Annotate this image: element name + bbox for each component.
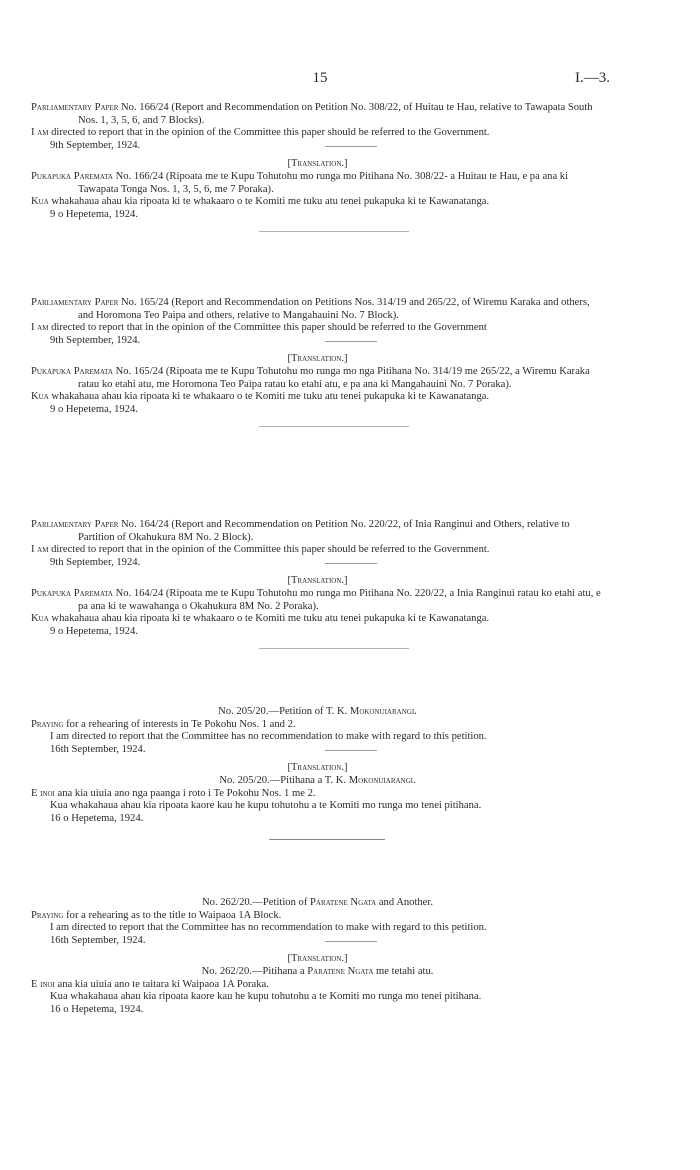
- translation-report: Kua whakahaua ahau kia ripoata ki te whakaaro o te Komiti me tuku atu tenei pukapuka ki te Kawanatanga.: [31, 613, 490, 625]
- translation-label: [Translation.]: [287, 953, 348, 965]
- parliamentary-paper-165: [31, 297, 604, 427]
- divider: [325, 341, 377, 342]
- divider: [325, 750, 377, 751]
- report-date: 9th September, 1924.: [50, 556, 141, 568]
- page-number: 15: [312, 70, 328, 86]
- translation-label: [Translation.]: [287, 575, 348, 587]
- translation-title: Pukapuka Paremata No. 164/24 (Ripoata me te Kupu Tohutohu mo runga mo Pitihana No. 220/22, a Inia Ranginui ratau ko etahi atu, e pa ana ki te wawahanga o Okahukura 8M No. 2 Poraka).: [31, 587, 601, 612]
- translation-title: Pukapuka Paremata No. 165/24 (Ripoata me te Kupu Tohutohu mo runga mo nga Pitihana No. 314/19 me 265/22, a Wiremu Karaka ratau ko etahi atu, me Horomona Teo Paipa ratau ko etahi atu, e pa ana ki Mangahauini No. 7 Poraka).: [31, 365, 590, 390]
- divider: [325, 563, 377, 564]
- page-header: [0, 72, 700, 92]
- paper-report: I am directed to report that in the opinion of the Committee this paper should be referred to the Government: [31, 322, 487, 334]
- petition-date: 16th September, 1924.: [50, 934, 146, 946]
- paper-report: I am directed to report that in the opinion of the Committee this paper should be referred to the Government.: [31, 544, 490, 556]
- translation-report: Kua whakahaua ahau kia ripoata kaore kau he kupu tohutohu a te Komiti mo runga mo tenei pitihana.: [50, 800, 482, 812]
- translation-label: [Translation.]: [287, 353, 348, 365]
- divider: [325, 146, 377, 147]
- translation-date: 9 o Hepetema, 1924.: [50, 208, 138, 220]
- translation-date: 16 o Hepetema, 1924.: [50, 812, 144, 824]
- translation-heading: No. 262/20.—Pitihana a Paratene Ngata me tetahi atu.: [201, 965, 434, 977]
- petition-date: 16th September, 1924.: [50, 743, 146, 755]
- translation-report: Kua whakahaua ahau kia ripoata ki te whakaaro o te Komiti me tuku atu tenei pukapuka ki te Kawanatanga.: [31, 391, 490, 403]
- section-divider: [259, 648, 409, 649]
- report-date: 9th September, 1924.: [50, 334, 141, 346]
- translation-heading: No. 205/20.—Pitihana a T. K. Mokonuiarangi.: [219, 774, 416, 786]
- petition-heading: No. 262/20.—Petition of Paratene Ngata and Another.: [202, 897, 433, 908]
- petition-report: I am directed to report that the Committee has no recommendation to make with regard to this petition.: [50, 922, 487, 934]
- translation-report: Kua whakahaua ahau kia ripoata ki te whakaaro o te Komiti me tuku atu tenei pukapuka ki te Kawanatanga.: [31, 196, 490, 208]
- paper-title: Parliamentary Paper No. 166/24 (Report and Recommendation on Petition No. 308/22, of Huitau te Hau, relative to Tawapata South Nos. 1, 3, 5, 6, and 7 Blocks).: [31, 102, 593, 126]
- translation-title: Pukapuka Paremata No. 166/24 (Ripoata me te Kupu Tohutohu mo runga mo Pitihana No. 308/22- a Huitau te Hau, e pa ana ki Tawapata Tonga Nos. 1, 3, 5, 6, me 7 Poraka).: [31, 170, 569, 195]
- paper-report: I am directed to report that in the opinion of the Committee this paper should be referred to the Government.: [31, 127, 490, 139]
- petition-prayer: Praying for a rehearing of interests in Te Pokohu Nos. 1 and 2.: [31, 718, 296, 730]
- translation-date: 9 o Hepetema, 1924.: [50, 625, 138, 637]
- paper-title: Parliamentary Paper No. 164/24 (Report and Recommendation on Petition No. 220/22, of Inia Ranginui and Others, relative to Partition of Okahukura 8M No. 2 Block).: [31, 519, 570, 543]
- paper-title: Parliamentary Paper No. 165/24 (Report and Recommendation on Petitions Nos. 314/19 and 265/22, of Wiremu Karaka and others, and Horomona Teo Paipa and others, relative to Mangahauini No. 7 Block).: [31, 297, 590, 321]
- petition-heading: No. 205/20.—Petition of T. K. Mokonuiarangi.: [218, 706, 417, 717]
- translation-label: [Translation.]: [287, 158, 348, 170]
- petition-report: I am directed to report that the Committee has no recommendation to make with regard to this petition.: [50, 731, 487, 743]
- translation-date: 9 o Hepetema, 1924.: [50, 403, 138, 415]
- petition-205-20: [31, 706, 604, 840]
- translation-date: 16 o Hepetema, 1924.: [50, 1003, 144, 1015]
- paper-reference: I.—3.: [575, 70, 610, 86]
- divider: [325, 941, 377, 942]
- section-divider: [269, 839, 385, 840]
- translation-report: Kua whakahaua ahau kia ripoata kaore kau he kupu tohutohu a te Komiti mo runga mo tenei pitihana.: [50, 991, 482, 1003]
- parliamentary-paper-164: [31, 519, 604, 649]
- translation-label: [Translation.]: [287, 762, 348, 774]
- petition-prayer: Praying for a rehearing as to the title to Waipaoa 1A Block.: [31, 909, 282, 921]
- section-divider: [259, 231, 409, 232]
- petition-262-20: [31, 897, 604, 1016]
- report-date: 9th September, 1924.: [50, 139, 141, 151]
- parliamentary-paper-166: [31, 102, 604, 232]
- translation-prayer: E inoi ana kia uiuia ano te taitara ki Waipaoa 1A Poraka.: [31, 978, 269, 990]
- section-divider: [259, 426, 409, 427]
- translation-prayer: E inoi ana kia uiuia ano nga paanga i roto i Te Pokohu Nos. 1 me 2.: [31, 787, 316, 799]
